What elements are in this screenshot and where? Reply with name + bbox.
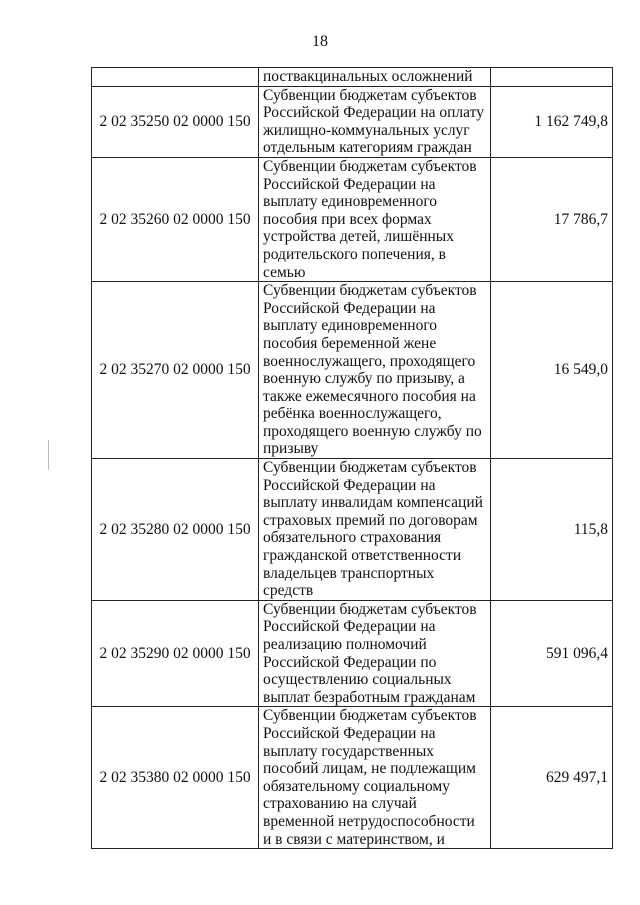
income-name-line: реализацию полномочий — [263, 636, 427, 653]
income-name-cell — [259, 282, 491, 459]
income-name-line: владельцев транспортных — [263, 564, 435, 582]
income-name-line: военнослужащего, проходящего — [263, 352, 476, 370]
income-name-cell — [259, 68, 491, 87]
income-name-line: пособия при всех формах — [263, 210, 432, 228]
income-name-line: Российской Федерации на — [263, 299, 436, 317]
table-row — [92, 157, 613, 281]
income-name-line: призыву — [263, 440, 319, 458]
budget-code-cell — [92, 68, 259, 87]
income-name-line: осуществлению социальных — [263, 671, 452, 689]
income-name-line: Российской Федерации на — [263, 724, 436, 742]
income-name-line: страховых премий по договорам — [263, 511, 478, 529]
income-name-line: военную службу по призыву, а — [263, 370, 465, 388]
table-row — [92, 86, 613, 157]
page-number: 18 — [312, 33, 328, 50]
income-name-line: Российской Федерации по — [263, 653, 437, 671]
income-name-cell — [259, 459, 491, 601]
budget-code-cell: 2 02 35380 02 0000 150 — [92, 707, 259, 849]
income-name-line: обязательного страхования — [263, 529, 442, 547]
amount-cell: 591 096,4 — [491, 600, 613, 707]
income-name-line: выплату единовременного — [263, 193, 438, 211]
table-row — [92, 282, 613, 459]
income-name-line: выплат безработным гражданам — [263, 688, 476, 706]
amount-cell: 115,8 — [491, 459, 613, 601]
table-row — [92, 707, 613, 849]
income-name-cell — [259, 86, 491, 157]
income-name-line: семью — [263, 263, 306, 281]
budget-code-cell: 2 02 35260 02 0000 150 — [92, 157, 259, 281]
budget-code-cell: 2 02 35250 02 0000 150 — [92, 86, 259, 157]
income-name-line: и в связи с материнством, и — [263, 830, 445, 848]
income-name-line: обязательному социальному — [263, 777, 450, 795]
amount-cell: 16 549,0 — [491, 282, 613, 459]
table-row — [92, 600, 613, 707]
income-name-line: Субвенции бюджетам субъектов — [263, 707, 477, 725]
income-name-line: поствакцинальных осложнений — [263, 68, 473, 85]
income-name-line: выплату инвалидам компенсаций — [263, 494, 483, 512]
budget-table-body — [92, 68, 613, 849]
income-name-line: средств — [263, 582, 314, 600]
income-name-line: выплату государственных — [263, 742, 435, 760]
income-name-line: проходящего военную службу по — [263, 422, 482, 440]
income-name-line: страхованию на случай — [263, 795, 417, 813]
income-name-line: выплату единовременного — [263, 317, 438, 335]
income-name-line: Субвенции бюджетам субъектов — [263, 459, 477, 477]
income-name-line: пособия беременной жене — [263, 334, 437, 352]
income-name-line: Субвенции бюджетам субъектов — [263, 282, 477, 300]
amount-cell: 1 162 749,8 — [491, 86, 613, 157]
income-name-line: ребёнка военнослужащего, — [263, 405, 442, 423]
amount-cell: 629 497,1 — [491, 707, 613, 849]
income-name-line: Субвенции бюджетам субъектов — [263, 157, 477, 175]
budget-table — [91, 67, 613, 849]
income-name-line: Российской Федерации на — [263, 618, 436, 636]
income-name-line: отдельным категориям граждан — [263, 139, 472, 157]
income-name-line: Субвенции бюджетам субъектов — [263, 600, 477, 618]
income-name-line: Российской Федерации на — [263, 476, 436, 494]
income-name-line: Российской Федерации на — [263, 175, 436, 193]
amount-cell: 17 786,7 — [491, 157, 613, 281]
income-name-line: родительского попечения, в — [263, 245, 446, 263]
income-name-line: Субвенции бюджетам субъектов — [263, 86, 477, 104]
income-name-cell — [259, 707, 491, 849]
amount-cell — [491, 68, 613, 87]
income-name-line: также ежемесячного пособия на — [263, 387, 476, 405]
income-name-cell — [259, 600, 491, 707]
income-name-line: гражданской ответственности — [263, 547, 462, 565]
margin-mark — [48, 440, 49, 470]
income-name-cell — [259, 157, 491, 281]
budget-code-cell: 2 02 35280 02 0000 150 — [92, 459, 259, 601]
budget-code-cell: 2 02 35270 02 0000 150 — [92, 282, 259, 459]
income-name-line: пособий лицам, не подлежащим — [263, 760, 476, 778]
table-row — [92, 459, 613, 601]
income-name-line: Российской Федерации на оплату — [263, 104, 484, 122]
income-name-line: жилищно-коммунальных услуг — [263, 121, 470, 139]
table-row — [92, 68, 613, 87]
budget-code-cell: 2 02 35290 02 0000 150 — [92, 600, 259, 707]
income-name-line: временной нетрудоспособности — [263, 812, 475, 830]
income-name-line: устройства детей, лишённых — [263, 228, 454, 246]
